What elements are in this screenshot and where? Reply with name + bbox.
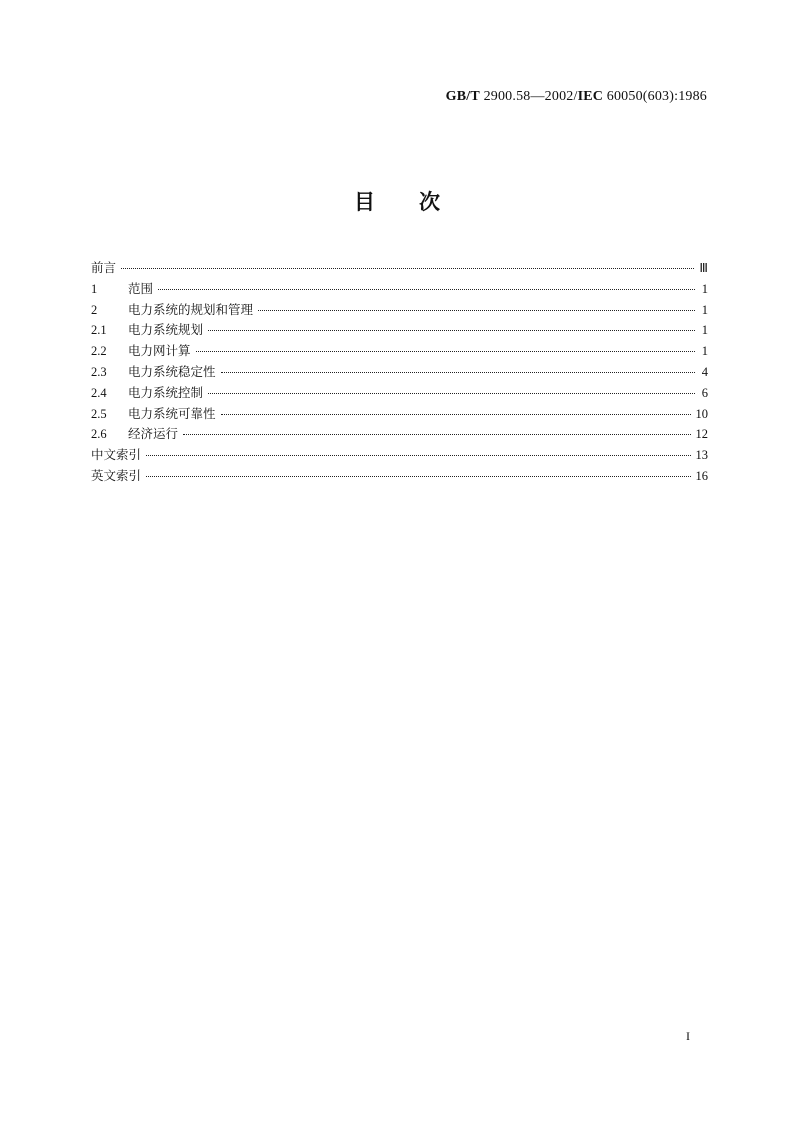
toc-entry-2-1[interactable] [91, 320, 708, 341]
toc-entry-number: 1 [91, 281, 98, 296]
leader-dots [196, 350, 695, 352]
toc-entry-number: 2.3 [91, 364, 107, 379]
leader-dots [146, 475, 690, 477]
toc-entry-number: 2.1 [91, 323, 107, 338]
toc-entry-2-2[interactable] [91, 341, 708, 362]
toc-entry-number: 2 [91, 302, 98, 317]
toc-entry-number: 2.2 [91, 344, 107, 359]
toc-entry-label: 电力系统稳定性 [128, 363, 216, 379]
page-number: I [686, 1029, 690, 1043]
toc-entry-label: 电力网计算 [128, 343, 191, 359]
toc-entry-foreword[interactable] [91, 258, 708, 279]
leader-dots [121, 267, 694, 269]
toc-entry-2-6[interactable] [91, 424, 708, 445]
toc-entry-label: 中文索引 [91, 447, 142, 463]
toc-entry-2-3[interactable] [91, 362, 708, 383]
toc-entry-label: 前言 [91, 260, 117, 275]
toc-entry-page: 13 [695, 448, 708, 463]
iec-number: 60050(603):1986 [603, 89, 707, 104]
leader-dots [221, 413, 691, 415]
toc-entry-page: Ⅲ [699, 261, 708, 275]
standard-code-prefix: GB/T [445, 89, 480, 104]
leader-dots [208, 392, 695, 394]
toc-entry-page: 1 [701, 281, 708, 296]
toc-entry-chinese-index[interactable] [91, 445, 708, 466]
toc-entry-1[interactable] [91, 279, 708, 300]
toc-entry-2-4[interactable] [91, 383, 708, 404]
leader-dots [208, 329, 695, 331]
toc-entry-page: 10 [695, 406, 708, 421]
toc-entry-page: 1 [701, 323, 708, 338]
toc-entry-english-index[interactable] [91, 466, 708, 487]
standard-code-number: 2900.58—2002/ [479, 89, 578, 104]
toc-entry-number: 2.6 [91, 427, 107, 442]
leader-dots [221, 371, 695, 373]
toc-entry-label: 电力系统的规划和管理 [128, 301, 254, 317]
table-of-contents [91, 258, 708, 487]
toc-entry-page: 4 [701, 364, 708, 379]
standard-code [446, 89, 707, 105]
toc-entry-page: 16 [695, 468, 708, 483]
leader-dots [146, 454, 690, 456]
toc-title: 目次 [354, 190, 484, 214]
leader-dots [158, 288, 695, 290]
toc-entry-number: 2.4 [91, 385, 107, 400]
toc-entry-page: 12 [695, 427, 708, 442]
toc-entry-label: 电力系统可靠性 [128, 405, 216, 421]
toc-entry-label: 经济运行 [128, 426, 179, 442]
leader-dots [258, 309, 695, 311]
toc-entry-page: 1 [701, 344, 708, 359]
toc-entry-page: 1 [701, 302, 708, 317]
toc-entry-number: 2.5 [91, 406, 107, 421]
toc-entry-2-5[interactable] [91, 404, 708, 425]
leader-dots [183, 433, 690, 435]
toc-entry-2[interactable] [91, 300, 708, 321]
toc-entry-label: 英文索引 [91, 467, 142, 483]
toc-entry-label: 电力系统规划 [128, 322, 204, 338]
toc-entry-label: 范围 [128, 280, 154, 296]
iec-prefix: IEC [577, 89, 604, 104]
toc-entry-label: 电力系统控制 [128, 384, 204, 400]
toc-entry-page: 6 [701, 385, 708, 400]
